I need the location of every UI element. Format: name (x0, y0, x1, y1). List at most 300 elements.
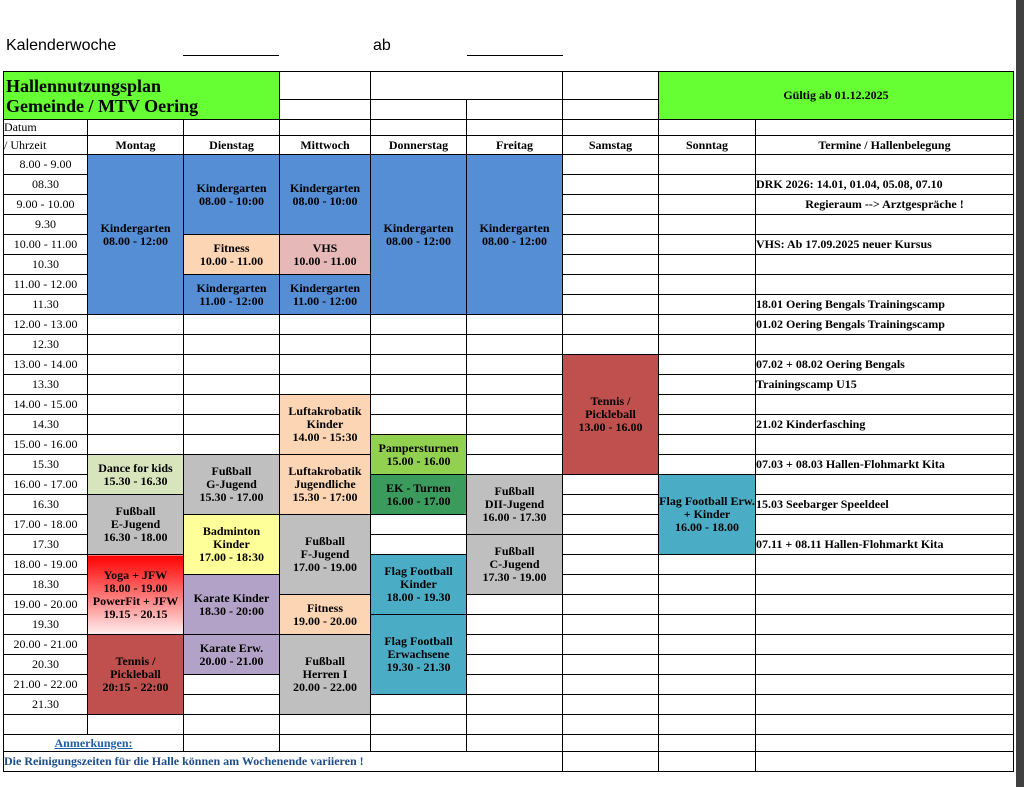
empty-cell (756, 120, 1014, 136)
note-flohmarkt-nov: 07.11 + 08.11 Hallen-Flohmarkt Kita (756, 535, 1014, 555)
empty-cell (184, 355, 280, 375)
block-text-line: 16.00 - 17.30 (482, 510, 547, 524)
empty-cell (467, 635, 563, 655)
empty-cell (756, 255, 1014, 275)
block-text-line: 10.00 - 11.00 (199, 253, 264, 268)
empty-cell (371, 695, 467, 715)
block-text-line: 13.00 - 16.00 (578, 420, 643, 434)
empty-cell (4, 715, 88, 735)
empty-cell (756, 275, 1014, 295)
block-mon-fussball-e (88, 495, 184, 555)
empty-cell (467, 355, 563, 375)
block-text-line: 20.00 - 22.00 (293, 680, 357, 694)
block-wed-kindergarten-2 (280, 275, 371, 315)
empty-cell (659, 335, 756, 355)
block-text-line: Badminton (202, 524, 261, 538)
empty-cell (280, 120, 371, 136)
time-cell: 17.00 - 18.00 (4, 515, 88, 535)
block-wed-fitness (280, 595, 371, 635)
empty-cell (659, 395, 756, 415)
block-text-line: PowerFit + JFW (92, 593, 179, 608)
empty-cell (659, 595, 756, 615)
time-cell: 12.30 (4, 335, 88, 355)
block-text-line: 16.30 - 18.00 (103, 530, 168, 544)
block-text-line: 11.00 - 12:00 (199, 293, 264, 308)
block-mon-yoga (88, 555, 184, 635)
block-text-line: G-Jugend (206, 477, 257, 491)
empty-cell (659, 315, 756, 335)
time-cell: 16.00 - 17.00 (4, 475, 88, 495)
block-text-line: Karate Erw. (199, 640, 264, 655)
empty-cell (756, 752, 1014, 772)
empty-cell (371, 120, 467, 136)
time-cell: 21.00 - 22.00 (4, 675, 88, 695)
empty-cell (371, 415, 467, 435)
block-wed-kindergarten-1 (280, 155, 371, 235)
empty-cell (659, 235, 756, 255)
empty-cell (467, 395, 563, 415)
empty-cell (756, 155, 1014, 175)
block-text-line: 15.30 - 17:00 (292, 490, 358, 504)
block-text-line: Herren I (302, 667, 348, 681)
from-label: ab (373, 37, 391, 54)
block-thu-flag-erwachsene (371, 615, 467, 695)
block-tue-fitness (184, 235, 280, 275)
time-cell: 13.30 (4, 375, 88, 395)
time-cell: 10.30 (4, 255, 88, 275)
block-text-line: Fußball (304, 654, 346, 668)
time-cell: 12.00 - 13.00 (4, 315, 88, 335)
block-tue-karate-kinder (184, 575, 280, 635)
empty-cell (467, 655, 563, 675)
block-text-line: Kindergarten (100, 220, 171, 235)
block-sat-tennis (563, 355, 659, 475)
empty-cell (371, 715, 467, 735)
empty-cell (280, 335, 371, 355)
schedule-table (3, 71, 1014, 772)
block-text-line: 16.00 - 17.00 (386, 493, 451, 508)
block-text-line: 20.00 - 21.00 (199, 653, 264, 668)
empty-cell (563, 315, 659, 335)
empty-cell (184, 415, 280, 435)
empty-cell (756, 595, 1014, 615)
block-text-line: VHS (312, 240, 338, 255)
block-text-line: Erwachsene (387, 647, 450, 661)
empty-cell (563, 675, 659, 695)
block-text-line: Flag Football Erw. (659, 494, 755, 508)
window-edge (1016, 0, 1024, 787)
block-text-line: Flag Football (384, 634, 453, 648)
empty-cell (756, 615, 1014, 635)
time-cell: 14.00 - 15.00 (4, 395, 88, 415)
block-text-line: Fußball (304, 534, 346, 548)
block-thu-kindergarten (371, 155, 467, 315)
empty-cell (184, 335, 280, 355)
plan-title (4, 72, 280, 120)
block-text-line: 18.00 - 19.30 (386, 590, 451, 604)
empty-cell (659, 155, 756, 175)
time-cell: 19.30 (4, 615, 88, 635)
block-mon-dance (88, 455, 184, 495)
empty-cell (280, 315, 371, 335)
empty-cell (88, 435, 184, 455)
note-bengals-u15: Trainingscamp U15 (756, 375, 1014, 395)
time-cell: 18.00 - 19.00 (4, 555, 88, 575)
day-tuesday: Dienstag (184, 136, 280, 155)
block-sun-flag-football (659, 475, 756, 555)
block-text-line: 08.00 - 12:00 (103, 233, 168, 248)
block-text-line: 19.00 - 20.00 (293, 613, 357, 628)
empty-cell (371, 315, 467, 335)
block-text-line: 14.00 - 15:30 (292, 430, 358, 444)
time-cell: 21.30 (4, 695, 88, 715)
block-text-line: 17.00 - 18:30 (199, 550, 264, 564)
empty-cell (88, 335, 184, 355)
time-cell: 11.30 (4, 295, 88, 315)
block-text-line: 17.00 - 19.00 (293, 560, 357, 574)
block-text-line: Kinder (400, 577, 437, 591)
empty-cell (371, 735, 467, 752)
empty-cell (756, 555, 1014, 575)
block-tue-fussball-g (184, 455, 280, 515)
empty-cell (563, 215, 659, 235)
block-wed-vhs (280, 235, 371, 275)
empty-cell (563, 155, 659, 175)
empty-cell (280, 715, 371, 735)
blank-cell (467, 100, 563, 120)
empty-cell (756, 215, 1014, 235)
block-text-line: Fitness (213, 240, 250, 255)
block-text-line: E-Jugend (110, 517, 161, 531)
empty-cell (88, 120, 184, 136)
empty-cell (756, 515, 1014, 535)
empty-cell (467, 315, 563, 335)
plan-title-line2: Gemeinde / MTV Oering (6, 95, 199, 116)
note-bengals-1: 18.01 Oering Bengals Trainingscamp (756, 295, 1014, 315)
empty-cell (756, 575, 1014, 595)
time-cell: 15.00 - 16.00 (4, 435, 88, 455)
empty-cell (563, 295, 659, 315)
empty-cell (88, 415, 184, 435)
block-text-line: F-Jugend (300, 547, 350, 561)
block-text-line: Kindergarten (479, 220, 550, 235)
empty-cell (563, 255, 659, 275)
plan-title-line1: Hallennutzungsplan (6, 75, 162, 96)
block-text-line: Tennis / (590, 394, 631, 408)
empty-cell (659, 555, 756, 575)
empty-cell (371, 515, 467, 535)
block-text-line: 15.30 - 17.00 (199, 490, 264, 504)
valid-from: Gültig ab 01.12.2025 (659, 72, 1014, 120)
empty-cell (563, 275, 659, 295)
empty-cell (756, 635, 1014, 655)
empty-cell (371, 395, 467, 415)
block-text-line: 15.30 - 16.30 (103, 473, 168, 488)
empty-cell (756, 675, 1014, 695)
empty-cell (563, 615, 659, 635)
empty-cell (659, 575, 756, 595)
block-text-line: 08.00 - 10:00 (199, 193, 264, 208)
empty-cell (756, 735, 1014, 752)
empty-cell (371, 375, 467, 395)
block-text-line: Yoga + JFW (103, 567, 168, 582)
empty-cell (184, 315, 280, 335)
empty-cell (659, 295, 756, 315)
block-thu-flag-kinder (371, 555, 467, 615)
empty-cell (563, 495, 659, 515)
time-cell: 08.30 (4, 175, 88, 195)
empty-cell (659, 275, 756, 295)
empty-cell (88, 715, 184, 735)
block-mon-tennis (88, 635, 184, 715)
block-text-line: Fußball (494, 484, 535, 498)
empty-cell (563, 575, 659, 595)
block-text-line: Pampersturnen (378, 440, 459, 455)
empty-cell (467, 695, 563, 715)
empty-cell (184, 675, 280, 695)
block-text-line: Fußball (494, 544, 535, 558)
empty-cell (563, 555, 659, 575)
empty-cell (467, 415, 563, 435)
empty-cell (659, 752, 756, 772)
time-cell: 18.30 (4, 575, 88, 595)
block-wed-luftakrobatik-kinder (280, 395, 371, 455)
block-text-line: Pickleball (110, 667, 161, 681)
empty-cell (563, 195, 659, 215)
empty-cell (756, 395, 1014, 415)
time-cell: 9.30 (4, 215, 88, 235)
block-text-line: Kinder (306, 417, 344, 431)
block-text-line: Luftakrobatik (288, 404, 362, 418)
block-tue-badminton (184, 515, 280, 575)
empty-cell (563, 120, 659, 136)
empty-cell (184, 715, 280, 735)
time-cell: 9.00 - 10.00 (4, 195, 88, 215)
empty-cell (184, 120, 280, 136)
block-text-line: 08.00 - 10:00 (292, 193, 358, 208)
empty-cell (659, 635, 756, 655)
empty-cell (371, 355, 467, 375)
empty-cell (184, 435, 280, 455)
anmerkungen-link[interactable]: Anmerkungen: (4, 735, 184, 752)
block-text-line: Kindergarten (290, 180, 360, 195)
block-text-line: 08.00 - 12:00 (482, 233, 547, 248)
empty-cell (659, 435, 756, 455)
block-text-line: 18.30 - 20:00 (199, 603, 264, 618)
note-seebarger: 15.03 Seebarger Speeldeel (756, 495, 1014, 515)
empty-cell (563, 535, 659, 555)
empty-cell (563, 515, 659, 535)
empty-cell (88, 375, 184, 395)
empty-cell (467, 735, 563, 752)
block-text-line: Kindergarten (290, 280, 360, 295)
time-cell: 14.30 (4, 415, 88, 435)
empty-cell (659, 655, 756, 675)
time-cell: 10.00 - 11.00 (4, 235, 88, 255)
empty-cell (659, 255, 756, 275)
blank-cell (371, 72, 563, 100)
day-sunday: Sonntag (659, 136, 756, 155)
empty-cell (563, 735, 659, 752)
empty-cell (659, 120, 756, 136)
empty-cell (467, 335, 563, 355)
empty-cell (563, 635, 659, 655)
empty-cell (467, 120, 563, 136)
week-input-line[interactable] (183, 55, 279, 56)
empty-cell (563, 335, 659, 355)
empty-cell (88, 315, 184, 335)
empty-cell (467, 375, 563, 395)
block-text-line: 11.00 - 12:00 (292, 293, 358, 308)
block-text-line: 19.30 - 21.30 (386, 660, 451, 674)
block-thu-ek-turnen (371, 475, 467, 515)
block-text-line: Kindergarten (383, 220, 454, 235)
block-text-line: Karate Kinder (193, 590, 270, 605)
empty-cell (280, 355, 371, 375)
empty-cell (563, 715, 659, 735)
block-text-line: Dance for kids (98, 460, 173, 475)
blank-cell (371, 100, 467, 120)
block-tue-karate-erw (184, 635, 280, 675)
empty-cell (563, 175, 659, 195)
block-text-line: C-Jugend (489, 557, 540, 571)
block-text-line: DII-Jugend (484, 497, 545, 511)
time-cell: 17.30 (4, 535, 88, 555)
empty-cell (756, 335, 1014, 355)
empty-cell (659, 715, 756, 735)
note-bengals-2: 01.02 Oering Bengals Trainingscamp (756, 315, 1014, 335)
notes-header: Termine / Hallenbelegung (756, 136, 1014, 155)
block-text-line: Kindergarten (196, 180, 267, 195)
empty-cell (659, 735, 756, 752)
blank-cell (563, 100, 659, 120)
empty-cell (756, 655, 1014, 675)
empty-cell (756, 715, 1014, 735)
time-cell: 20.00 - 21.00 (4, 635, 88, 655)
day-monday: Montag (88, 136, 184, 155)
empty-cell (371, 335, 467, 355)
day-saturday: Samstag (563, 136, 659, 155)
block-wed-herren (280, 635, 371, 715)
block-text-line: Pickleball (585, 407, 636, 421)
block-text-line: 16.00 - 18.00 (675, 520, 739, 534)
block-thu-pampersturnen (371, 435, 467, 475)
note-regieraum: Regieraum --> Arztgespräche ! (756, 195, 1014, 215)
empty-cell (467, 675, 563, 695)
empty-cell (184, 395, 280, 415)
block-text-line: Tennis / (115, 654, 156, 668)
empty-cell (467, 715, 563, 735)
block-text-line: 08.00 - 12:00 (386, 233, 451, 248)
empty-cell (467, 595, 563, 615)
block-text-line: 15.00 - 16.00 (386, 453, 451, 468)
block-text-line: Fitness (307, 600, 343, 615)
block-text-line: Fußball (211, 464, 252, 478)
time-cell: 16.30 (4, 495, 88, 515)
empty-cell (467, 615, 563, 635)
empty-cell (467, 435, 563, 455)
time-cell: 20.30 (4, 655, 88, 675)
day-friday: Freitag (467, 136, 563, 155)
block-text-line: EK - Turnen (386, 480, 451, 495)
empty-cell (563, 695, 659, 715)
block-wed-luftakrobatik-jugend (280, 455, 371, 515)
note-flohmarkt-maerz: 07.03 + 08.03 Hallen-Flohmarkt Kita (756, 455, 1014, 475)
block-text-line: 17.30 - 19.00 (482, 570, 547, 584)
empty-cell (184, 375, 280, 395)
from-input-line[interactable] (467, 55, 563, 56)
block-text-line: 19.15 - 20.15 (103, 606, 168, 621)
datum-label: Datum (4, 120, 88, 136)
empty-cell (184, 735, 280, 752)
note-kinderfasching: 21.02 Kinderfasching (756, 415, 1014, 435)
empty-cell (88, 395, 184, 415)
block-fri-fussball-c (467, 535, 563, 595)
time-cell: 8.00 - 9.00 (4, 155, 88, 175)
block-text-line: + Kinder (683, 507, 731, 521)
time-cell: 15.30 (4, 455, 88, 475)
empty-cell (659, 355, 756, 375)
empty-cell (659, 215, 756, 235)
blank-cell (280, 72, 371, 100)
block-tue-kindergarten-2 (184, 275, 280, 315)
empty-cell (467, 455, 563, 475)
reinigung-note: Die Reinigungszeiten für die Halle können am Wochenende variieren ! (4, 752, 563, 772)
blank-cell (563, 72, 659, 100)
time-cell: 19.00 - 20.00 (4, 595, 88, 615)
note-drk: DRK 2026: 14.01, 01.04, 05.08, 07.10 (756, 175, 1014, 195)
week-label: Kalenderwoche (6, 37, 117, 54)
block-text-line: 10.00 - 11.00 (293, 253, 357, 268)
empty-cell (184, 695, 280, 715)
block-text-line: Kindergarten (196, 280, 267, 295)
day-wednesday: Mittwoch (280, 136, 371, 155)
block-wed-fussball-f (280, 515, 371, 595)
block-text-line: Flag Football (384, 564, 453, 578)
block-fri-kindergarten (467, 155, 563, 315)
day-thursday: Donnerstag (371, 136, 467, 155)
empty-cell (659, 175, 756, 195)
empty-cell (280, 375, 371, 395)
block-fri-fussball-d (467, 475, 563, 535)
block-text-line: Kinder (213, 537, 250, 551)
block-text-line: Luftakrobatik (288, 464, 362, 478)
time-cell: 11.00 - 12.00 (4, 275, 88, 295)
uhrzeit-label: / Uhrzeit (4, 136, 88, 155)
note-bengals-3: 07.02 + 08.02 Oering Bengals (756, 355, 1014, 375)
empty-cell (756, 695, 1014, 715)
empty-cell (659, 415, 756, 435)
empty-cell (659, 675, 756, 695)
empty-cell (563, 752, 659, 772)
empty-cell (756, 475, 1014, 495)
empty-cell (756, 435, 1014, 455)
empty-cell (659, 375, 756, 395)
block-mon-kindergarten (88, 155, 184, 315)
block-text-line: 20:15 - 22:00 (102, 680, 169, 694)
empty-cell (280, 735, 371, 752)
blank-cell (280, 100, 371, 120)
block-text-line: 18.00 - 19.00 (103, 580, 168, 595)
empty-cell (659, 455, 756, 475)
empty-cell (563, 655, 659, 675)
empty-cell (659, 615, 756, 635)
block-text-line: Fußball (115, 504, 156, 518)
time-cell: 13.00 - 14.00 (4, 355, 88, 375)
empty-cell (659, 695, 756, 715)
block-tue-kindergarten-1 (184, 155, 280, 235)
empty-cell (371, 535, 467, 555)
